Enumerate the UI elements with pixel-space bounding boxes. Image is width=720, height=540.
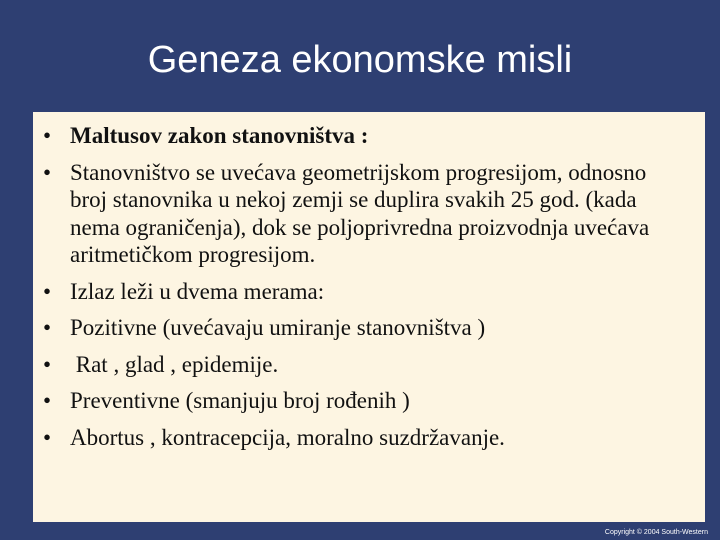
bullet-text: Abortus , kontracepcija, moralno suzdržavanje. — [70, 424, 505, 450]
list-item — [43, 424, 688, 452]
bullet-icon: • — [43, 159, 52, 185]
bullet-text: Preventivne (smanjuju broj rođenih ) — [70, 388, 410, 413]
bullet-icon: • — [43, 388, 52, 413]
bullet-list — [43, 122, 688, 460]
bullet-text: Stanovništvo se uvećava geometrijskom progresijom, odnosno broj stanovnika u nekoj zemji se duplira svakih 25 god. (kada nema ograničenja), dok se poljoprivredna proizvodnja uvećava aritmetičkom progresijom. — [70, 159, 650, 267]
bullet-icon: • — [43, 278, 52, 304]
list-item — [43, 387, 688, 415]
content-box — [33, 112, 705, 522]
bullet-text: Maltusov zakon stanovništva : — [70, 123, 369, 148]
bullet-text: Rat , glad , epidemije. — [70, 351, 279, 377]
bullet-text: Pozitivne (uvećavaju umiranje stanovništva ) — [70, 315, 486, 340]
list-item — [43, 278, 688, 306]
copyright-notice: Copyright © 2004 South-Western — [604, 529, 708, 536]
list-item — [43, 351, 688, 379]
list-item — [43, 122, 688, 150]
bullet-icon: • — [43, 315, 52, 340]
bullet-icon: • — [43, 351, 52, 377]
slide-title: Geneza ekonomske misli — [147, 39, 573, 81]
list-item — [43, 314, 688, 342]
list-item — [43, 159, 688, 269]
bullet-icon: • — [43, 424, 52, 450]
bullet-text: Izlaz leži u dvema merama: — [70, 278, 325, 304]
bullet-icon: • — [43, 123, 52, 148]
